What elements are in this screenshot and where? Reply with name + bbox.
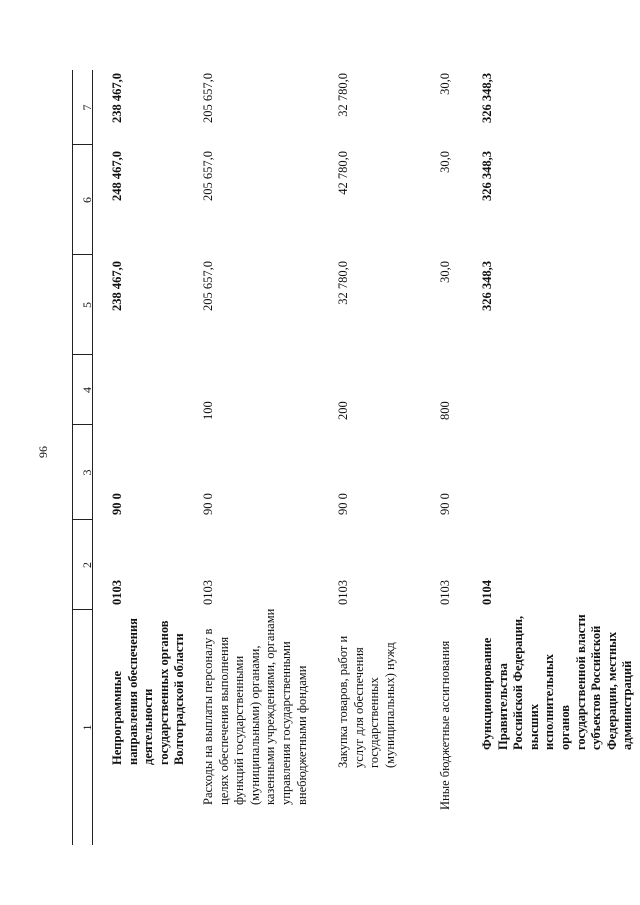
row-value-col6: 248 467,0 (110, 151, 124, 201)
header-col-7: 7 (80, 104, 94, 111)
row-value-col5: 205 657,0 (201, 261, 215, 311)
row-target-code: 90 0 (201, 493, 215, 515)
row-section-code: 0103 (201, 580, 215, 605)
page-number: 96 (36, 446, 50, 458)
row-value-col5: 326 348,3 (480, 261, 494, 311)
header-col-4: 4 (80, 387, 94, 393)
row-value-col5: 32 780,0 (336, 261, 350, 305)
header-col-6: 6 (80, 197, 94, 203)
row-section-code: 0103 (336, 580, 350, 605)
header-col-1: 1 (80, 724, 94, 731)
row-value-col7: 30,0 (438, 73, 452, 95)
row-value-col5: 30,0 (438, 261, 452, 283)
header-col-5: 5 (80, 302, 94, 308)
row-section-code: 0103 (438, 580, 452, 605)
row-section-code: 0103 (110, 580, 124, 605)
row-section-code: 0104 (480, 580, 494, 605)
row-value-col6: 205 657,0 (201, 151, 215, 201)
row-name: Закупка товаров, работ и услуг для обеспечения государственных (муниципальных) нужд (336, 635, 397, 768)
row-name: Расходы на выплаты персоналу в целях обеспечения выполнения функций государственными (муниципальными) органами, казенными учреждениями, органами управления государственными внебюджетными фондами (201, 608, 309, 805)
row-value-col6: 326 348,3 (480, 151, 494, 201)
row-name: Иные бюджетные ассигнования (438, 640, 452, 810)
row-expense-type: 100 (201, 401, 215, 420)
row-name: Непрограммные направления обеспечения деятельности государственных органов Волгоградской области (110, 618, 187, 765)
row-target-code: 90 0 (110, 493, 124, 515)
row-value-col7: 238 467,0 (110, 73, 124, 123)
row-value-col7: 205 657,0 (201, 73, 215, 123)
row-value-col7: 326 348,3 (480, 73, 494, 123)
row-expense-type: 200 (336, 401, 350, 420)
header-col-3: 3 (80, 469, 94, 476)
row-target-code: 90 0 (438, 493, 452, 515)
header-col-2: 2 (80, 562, 94, 568)
row-name: Функционирование Правительства Российской Федерации, высших исполнительных органов государственной власти субъектов Российской Федерации, местных администраций (480, 614, 635, 750)
row-value-col5: 238 467,0 (110, 261, 124, 311)
row-target-code: 90 0 (336, 493, 350, 515)
table-top-border (72, 70, 73, 845)
row-expense-type: 800 (438, 401, 452, 420)
row-value-col6: 42 780,0 (336, 151, 350, 195)
row-value-col6: 30,0 (438, 151, 452, 173)
row-value-col7: 32 780,0 (336, 73, 350, 117)
